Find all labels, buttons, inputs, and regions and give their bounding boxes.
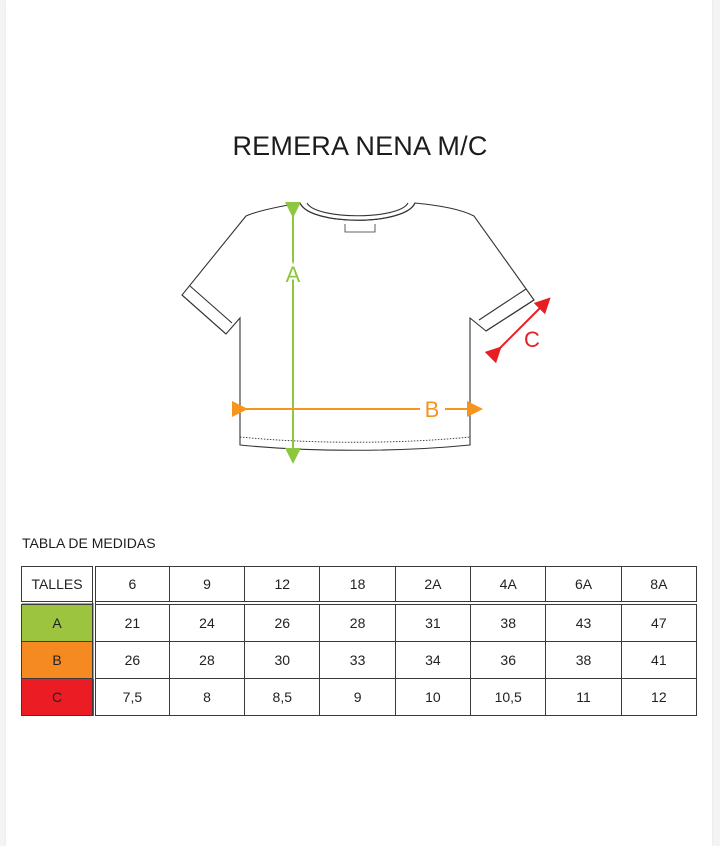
table-cell: 26 [245, 603, 320, 642]
table-cell: 8,5 [245, 679, 320, 716]
size-header-cell: 9 [169, 567, 244, 604]
table-cell: 21 [94, 603, 169, 642]
table-cell: 26 [94, 642, 169, 679]
size-header-cell: 12 [245, 567, 320, 604]
table-cell: 30 [245, 642, 320, 679]
size-table [21, 566, 697, 716]
table-row [22, 679, 697, 716]
tshirt-outline [182, 203, 534, 450]
table-cell: 12 [621, 679, 696, 716]
table-cell: 9 [320, 679, 395, 716]
table-cell: 8 [169, 679, 244, 716]
table-cell: 43 [546, 603, 621, 642]
row-key-b: B [22, 642, 95, 679]
table-cell: 11 [546, 679, 621, 716]
measure-c-label: C [524, 327, 540, 352]
size-header-cell: 2A [395, 567, 470, 604]
size-header-cell: 4A [471, 567, 546, 604]
table-row [22, 642, 697, 679]
page-title: REMERA NENA M/C [232, 131, 488, 161]
row-key-a: A [22, 603, 95, 642]
table-cell: 38 [546, 642, 621, 679]
table-cell: 7,5 [94, 679, 169, 716]
table-cell: 10 [395, 679, 470, 716]
table-cell: 47 [621, 603, 696, 642]
size-header-cell: 8A [621, 567, 696, 604]
tshirt-diagram [170, 190, 560, 480]
table-cell: 10,5 [471, 679, 546, 716]
table-cell: 24 [169, 603, 244, 642]
table-caption: TABLA DE MEDIDAS [22, 535, 156, 551]
measure-b-label: B [424, 397, 440, 422]
table-cell: 34 [395, 642, 470, 679]
table-row [22, 603, 697, 642]
table-cell: 31 [395, 603, 470, 642]
header-label: TALLES [22, 567, 95, 604]
table-cell: 38 [471, 603, 546, 642]
size-header-cell: 18 [320, 567, 395, 604]
table-cell: 41 [621, 642, 696, 679]
table-cell: 36 [471, 642, 546, 679]
size-header-cell: 6 [94, 567, 169, 604]
measure-a-label: A [285, 262, 301, 287]
row-key-c: C [22, 679, 95, 716]
table-cell: 28 [169, 642, 244, 679]
size-header-cell: 6A [546, 567, 621, 604]
table-cell: 28 [320, 603, 395, 642]
table-cell: 33 [320, 642, 395, 679]
size-header-row [22, 567, 697, 604]
